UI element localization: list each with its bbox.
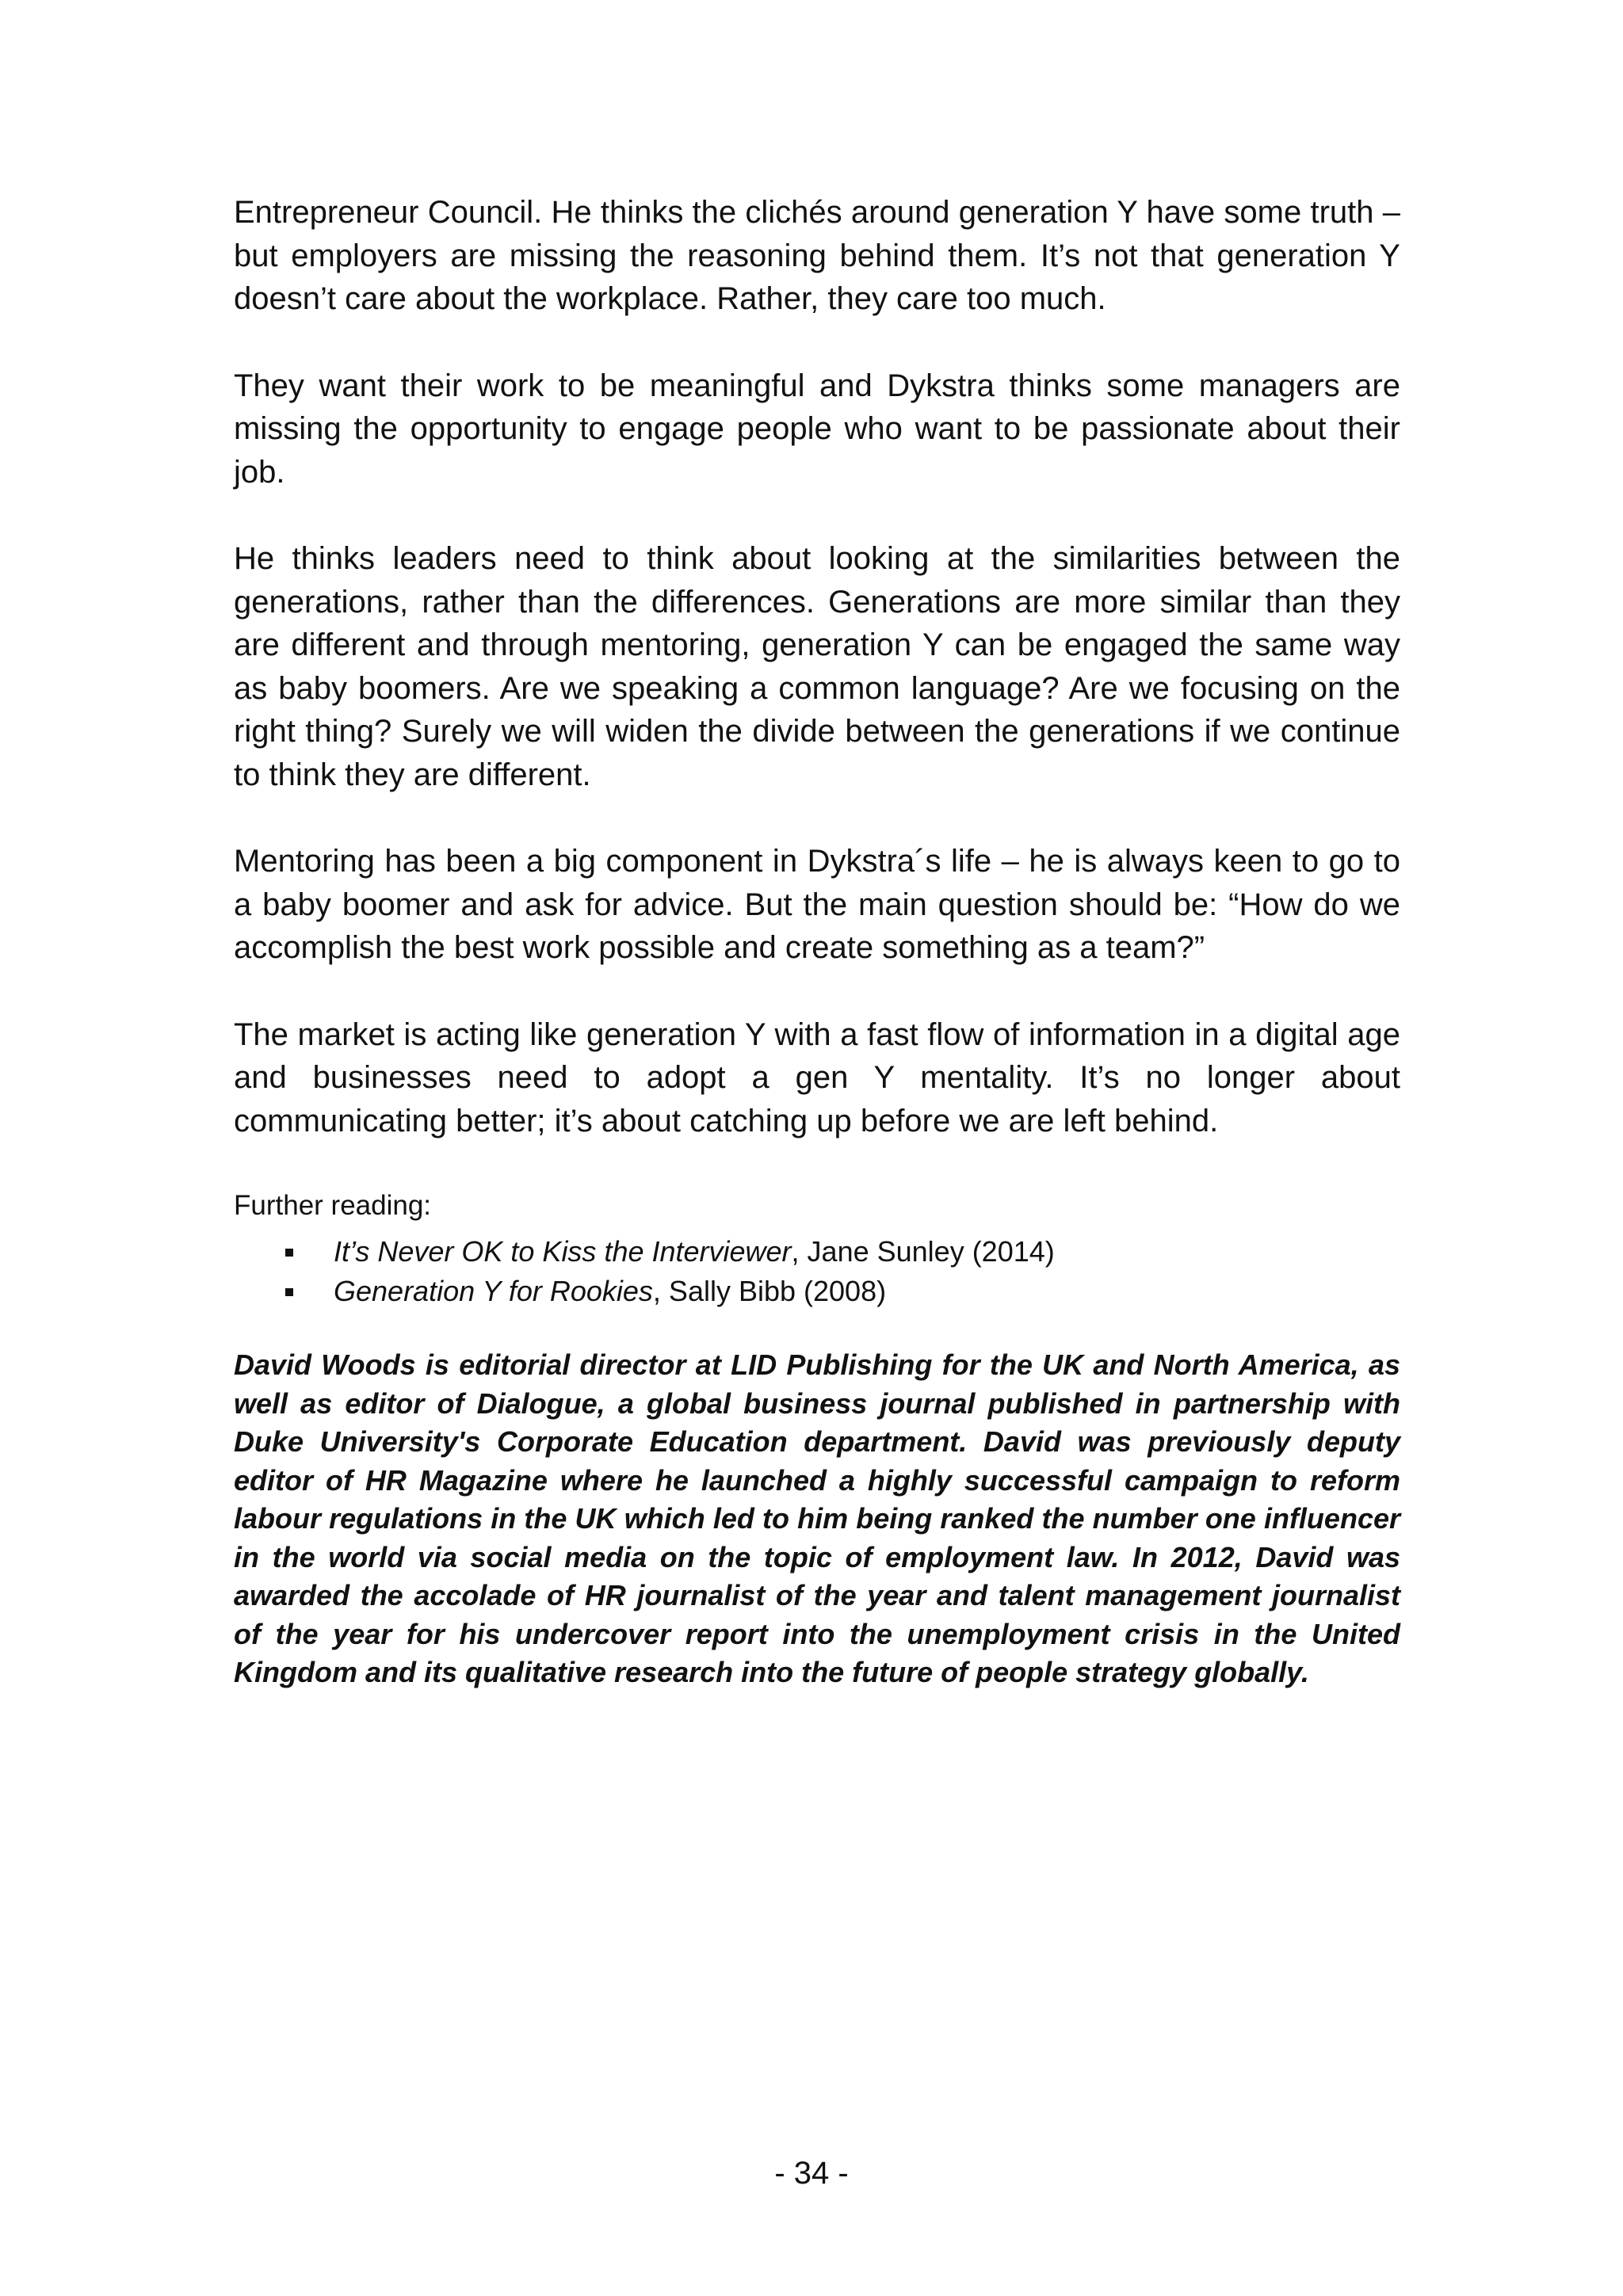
body-paragraph-5: The market is acting like generation Y with a fast flow of information in a digital age and businesses need to adopt a gen Y mentality. It’s no longer about communicating better; it’s about catching up before we are left behind.: [234, 1016, 1400, 1138]
page-content: [234, 191, 1400, 1692]
further-reading-list: [234, 1232, 1400, 1311]
book-title: It’s Never OK to Kiss the Interviewer: [334, 1235, 792, 1268]
body-paragraph-4: Mentoring has been a big component in Dykstra´s life – he is always keen to go to a baby boomer and ask for advice. But the main question should be: “How do we accomplish the best work possible and create something as a team?”: [234, 844, 1400, 965]
further-reading-label: Further reading:: [234, 1190, 432, 1221]
body-paragraph-2: They want their work to be meaningful and Dykstra thinks some managers are missing the opportunity to engage people who want to be passionate about their job.: [234, 368, 1400, 490]
square-bullet-icon: [285, 1288, 293, 1296]
list-item: [234, 1272, 1400, 1311]
book-details: , Sally Bibb (2008): [652, 1275, 887, 1307]
list-item: [234, 1232, 1400, 1272]
book-title: Generation Y for Rookies: [334, 1275, 653, 1307]
author-bio: David Woods is editorial director at LID Publishing for the UK and North America, as well as editor of Dialogue, a global business journal published in partnership with Duke University's Corporate Education department. David was previously deputy editor of HR Magazine where he launched a highly successful campaign to reform labour regulations in the UK which led to him being ranked the number one influencer in the world via social media on the topic of employment law. In 2012, David was awarded the accolade of HR journalist of the year and talent management journalist of the year for his undercover report into the unemployment crisis in the United Kingdom and its qualitative research into the future of people strategy globally.: [234, 1348, 1400, 1688]
body-paragraph-3: He thinks leaders need to think about looking at the similarities between the generations, rather than the differences. Generations are more similar than they are different and through mentoring, generation Y can be engaged the same way as baby boomers. Are we speaking a common language? Are we focusing on the right thing? Surely we will widen the divide between the generations if we continue to think they are different.: [234, 541, 1400, 792]
book-details: , Jane Sunley (2014): [791, 1235, 1055, 1268]
page-number: - 34 -: [774, 2156, 849, 2191]
square-bullet-icon: [285, 1249, 293, 1257]
body-paragraph-1: Entrepreneur Council. He thinks the clichés around generation Y have some truth – but employers are missing the reasoning behind them. It’s not that generation Y doesn’t care about the workplace. Rather, they care too much.: [234, 195, 1400, 316]
